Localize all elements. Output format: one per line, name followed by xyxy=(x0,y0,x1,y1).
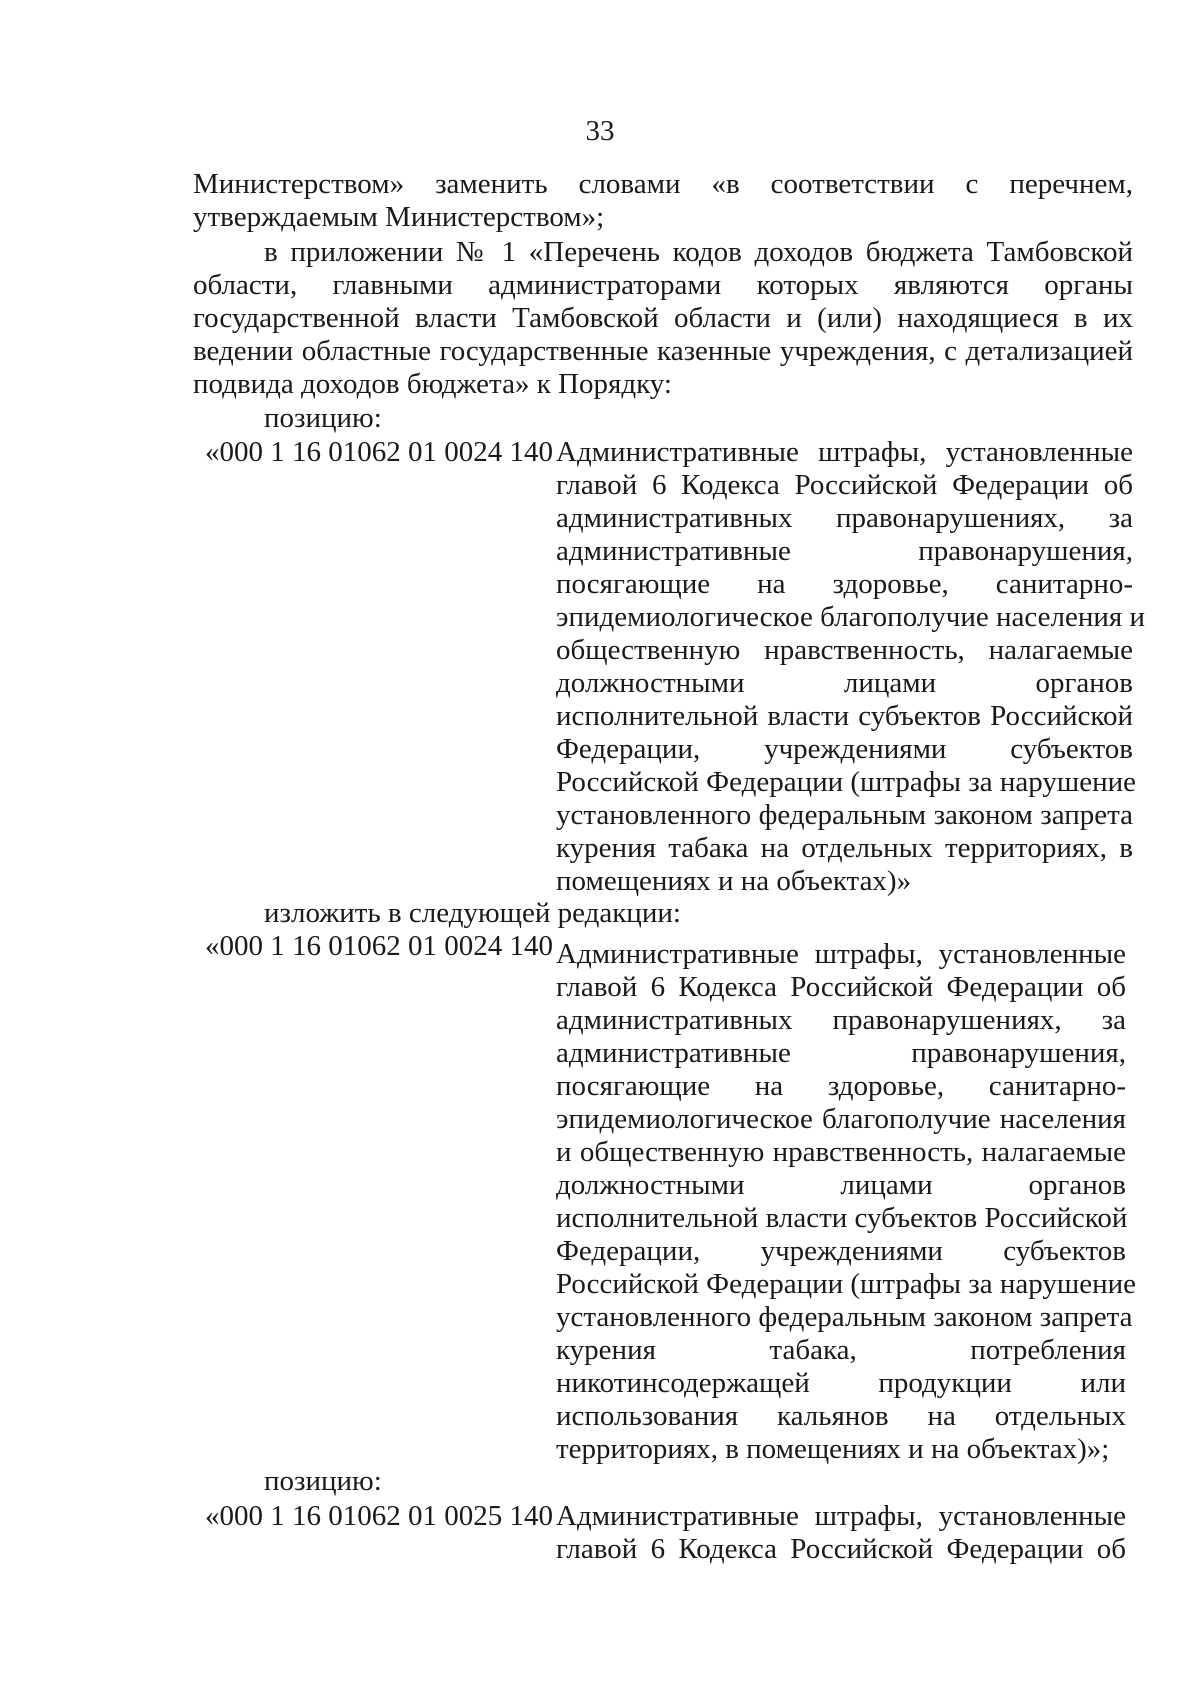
new-entry-line: и общественную нравственность, налагаемые xyxy=(556,1136,1126,1168)
old-entry-description xyxy=(556,436,1145,898)
new-entry-line: территориях, в помещениях и на объектах)»; xyxy=(556,1433,1110,1465)
page-number: 33 xyxy=(585,115,615,147)
new-entry-line: административных правонарушениях, за xyxy=(556,1004,1126,1036)
next-entry-code: «000 1 16 01062 01 0025 140 xyxy=(205,1500,553,1532)
position-label-1: позицию: xyxy=(264,402,382,434)
next-entry-line: Административные штрафы, установленные xyxy=(556,1500,1126,1532)
new-entry-line: установленного федеральным законом запрета xyxy=(556,1301,1133,1333)
intro-line-1: Министерством» заменить словами «в соответствии с перечнем, xyxy=(193,168,1133,200)
position-label-2: позицию: xyxy=(264,1465,382,1497)
new-entry-line: Российской Федерации (штрафы за нарушение xyxy=(556,1268,1136,1300)
appendix-line-1: в приложении № 1 «Перечень кодов доходов бюджета Тамбовской xyxy=(264,236,1133,268)
appendix-line-2: области, главными администраторами которых являются органы xyxy=(193,269,1133,301)
new-entry-line: использования кальянов на отдельных xyxy=(556,1400,1126,1432)
new-entry-line: административные правонарушения, xyxy=(556,1037,1126,1069)
new-entry-line: эпидемиологическое благополучие населения xyxy=(556,1103,1126,1135)
old-entry-line: главой 6 Кодекса Российской Федерации об xyxy=(556,469,1133,501)
next-entry-description xyxy=(556,1500,1126,1566)
old-entry-code: «000 1 16 01062 01 0024 140 xyxy=(205,436,553,468)
new-entry-code: «000 1 16 01062 01 0024 140 xyxy=(205,930,553,962)
old-entry-line: исполнительной власти субъектов Российской xyxy=(556,700,1133,732)
appendix-line-4: ведении областные государственные казенные учреждения, с детализацией xyxy=(193,335,1133,367)
new-entry-line: никотинсодержащей продукции или xyxy=(556,1367,1126,1399)
appendix-line-5: подвида доходов бюджета» к Порядку: xyxy=(193,368,672,400)
old-entry-line: посягающие на здоровье, санитарно- xyxy=(556,568,1133,600)
old-entry-line: административные правонарушения, xyxy=(556,535,1133,567)
intro-line-2: утверждаемым Министерством»; xyxy=(193,201,605,233)
old-entry-line: помещениях и на объектах)» xyxy=(556,865,912,897)
old-entry-line: курения табака на отдельных территориях, в xyxy=(556,832,1133,864)
old-entry-line: эпидемиологическое благополучие населения и xyxy=(556,601,1145,633)
old-entry-line: Федерации, учреждениями субъектов xyxy=(556,733,1133,765)
new-entry-line: должностными лицами органов xyxy=(556,1169,1126,1201)
new-entry-line: главой 6 Кодекса Российской Федерации об xyxy=(556,971,1126,1003)
new-entry-line: Федерации, учреждениями субъектов xyxy=(556,1235,1126,1267)
new-entry-line: посягающие на здоровье, санитарно- xyxy=(556,1070,1126,1102)
new-entry-description xyxy=(556,938,1136,1466)
new-entry-line: курения табака, потребления xyxy=(556,1334,1126,1366)
old-entry-line: административных правонарушениях, за xyxy=(556,502,1133,534)
restate-label: изложить в следующей редакции: xyxy=(264,897,681,929)
appendix-line-3: государственной власти Тамбовской области и (или) находящиеся в их xyxy=(193,302,1133,334)
old-entry-line: общественную нравственность, налагаемые xyxy=(556,634,1133,666)
next-entry-line: главой 6 Кодекса Российской Федерации об xyxy=(556,1533,1126,1565)
old-entry-line: установленного федеральным законом запрета xyxy=(556,799,1133,831)
old-entry-line: Административные штрафы, установленные xyxy=(556,436,1133,468)
new-entry-line: Административные штрафы, установленные xyxy=(556,938,1126,970)
old-entry-line: Российской Федерации (штрафы за нарушение xyxy=(556,766,1136,798)
new-entry-line: исполнительной власти субъектов Российской xyxy=(556,1202,1128,1234)
old-entry-line: должностными лицами органов xyxy=(556,667,1133,699)
